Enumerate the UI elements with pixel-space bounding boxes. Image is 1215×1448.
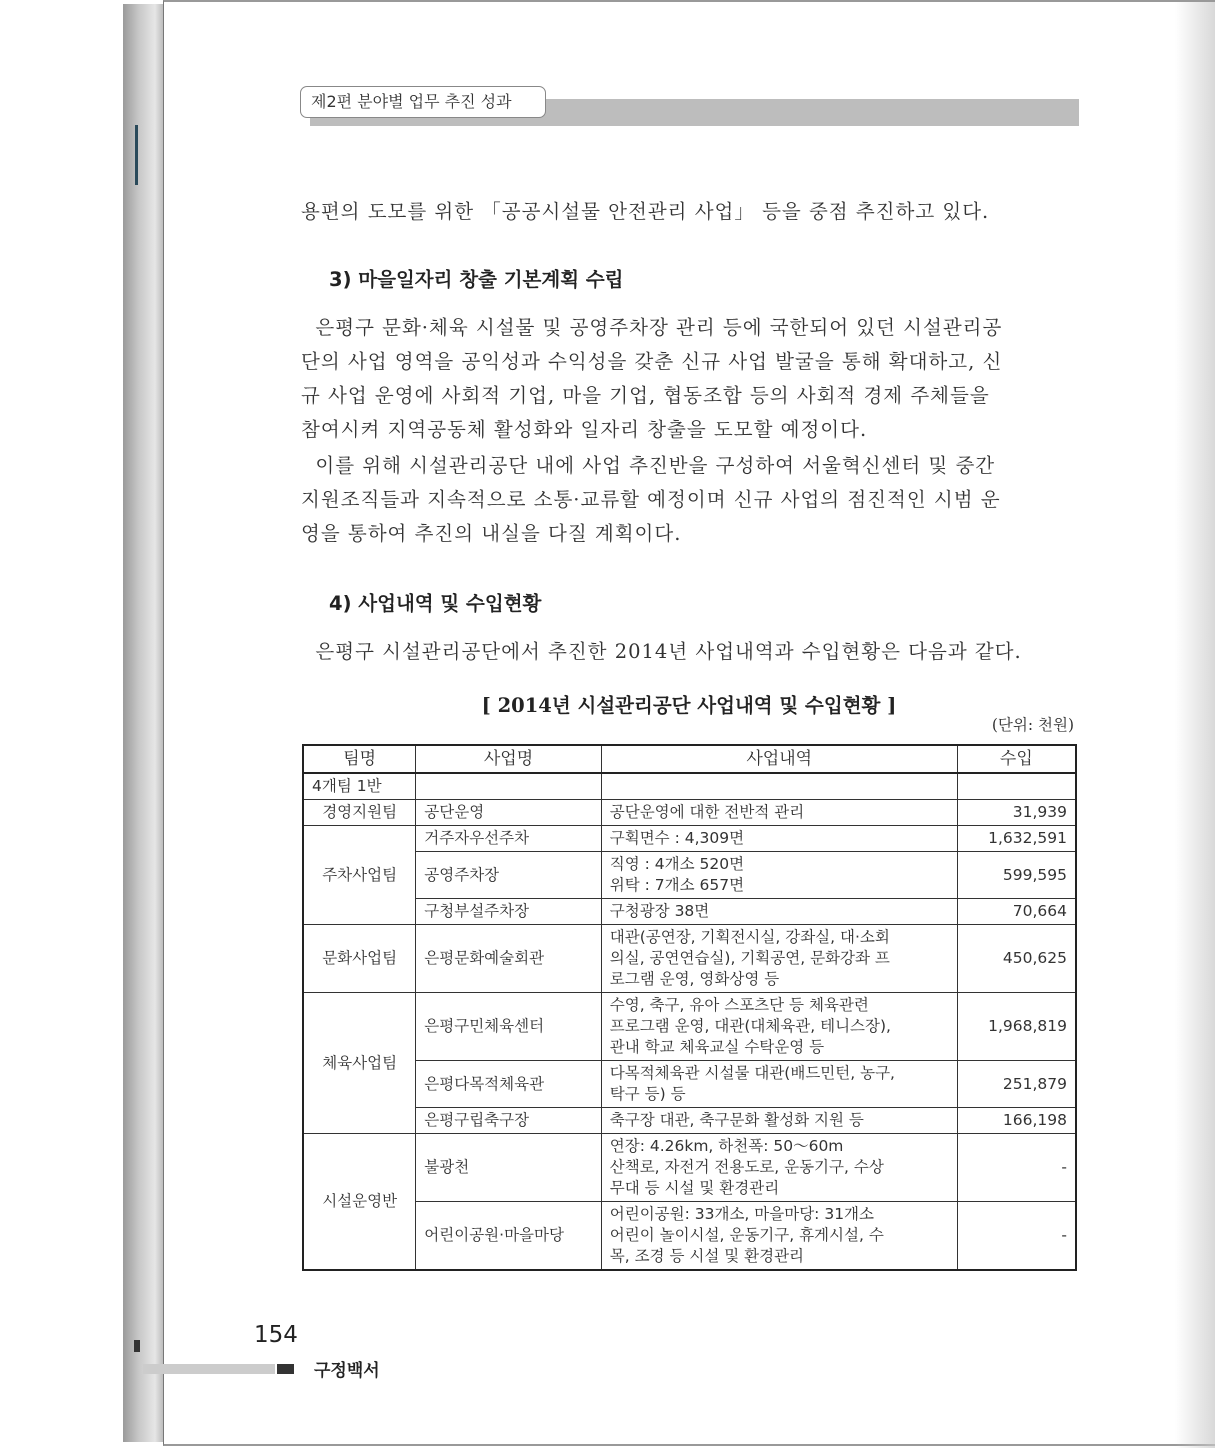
- income-cell: 450,625: [957, 925, 1076, 993]
- details-cell: 구청광장 38면: [601, 899, 957, 925]
- business-cell: 은평다목적체육관: [416, 1061, 601, 1108]
- table-row: [303, 1061, 1076, 1108]
- details-cell: [601, 1061, 957, 1108]
- details-line: 어린이공원: 33개소, 마을마당: 31개소: [609, 1205, 874, 1223]
- business-cell: 공영주차장: [416, 852, 601, 899]
- table-header-row: [303, 745, 1076, 773]
- income-cell: 166,198: [957, 1108, 1076, 1134]
- details-line: 연장: 4.26km, 하천폭: 50～60m: [609, 1137, 844, 1155]
- details-cell: [601, 925, 957, 993]
- table-row: [303, 1202, 1076, 1271]
- paragraph-line: 규 사업 운영에 사회적 기업, 마을 기업, 협동조합 등의 사회적 경제 주체들을: [301, 384, 990, 407]
- details-line: 어린이 놀이시설, 운동기구, 휴게시설, 수: [609, 1226, 884, 1244]
- details-cell: [601, 993, 957, 1061]
- business-cell: 은평구민체육센터: [416, 993, 601, 1061]
- business-cell: 어린이공원·마을마당: [416, 1202, 601, 1271]
- income-cell: -: [957, 1202, 1076, 1271]
- table-row: [303, 773, 1076, 800]
- team-cell: 4개팀 1반: [303, 773, 416, 800]
- details-cell: 축구장 대관, 축구문화 활성화 지원 등: [601, 1108, 957, 1134]
- chapter-tab: 제2편 분야별 업무 추진 성과: [300, 86, 546, 118]
- header-income: 수입: [957, 745, 1076, 773]
- details-line: 다목적체육관 시설물 대관(배드민턴, 농구,: [609, 1064, 895, 1082]
- details-cell: [601, 1202, 957, 1271]
- income-cell: 599,595: [957, 852, 1076, 899]
- details-line: 대관(공연장, 기획전시실, 강좌실, 대·소회: [609, 928, 890, 946]
- business-cell: 은평구립축구장: [416, 1108, 601, 1134]
- table-row: [303, 993, 1076, 1061]
- page-number: 154: [254, 1322, 298, 1348]
- details-line: 탁구 등) 등: [609, 1085, 686, 1103]
- paragraph-line: 은평구 시설관리공단에서 추진한 2014년 사업내역과 수입현황은 다음과 같다.: [301, 640, 1022, 663]
- paragraph-line: 은평구 문화·체육 시설물 및 공영주차장 관리 등에 국한되어 있던 시설관리공: [301, 316, 1003, 339]
- details-line: 프로그램 운영, 대관(대체육관, 테니스장),: [609, 1017, 891, 1035]
- income-cell: 31,939: [957, 800, 1076, 826]
- table-row: [303, 1108, 1076, 1134]
- footer-bar: [143, 1364, 275, 1374]
- table-row: [303, 826, 1076, 852]
- table-title: [ 2014년 시설관리공단 사업내역 및 수입현황 ]: [481, 694, 897, 717]
- details-cell: 공단운영에 대한 전반적 관리: [601, 800, 957, 826]
- table-row: [303, 1134, 1076, 1202]
- paragraph-line: 지원조직들과 지속적으로 소통·교류할 예정이며 신규 사업의 점진적인 시범 운: [301, 488, 1001, 511]
- details-line: 산책로, 자전거 전용도로, 운동기구, 수상: [609, 1158, 884, 1176]
- income-cell: 1,632,591: [957, 826, 1076, 852]
- book-title: 구정백서: [314, 1361, 380, 1381]
- details-line: 목, 조경 등 시설 및 환경관리: [609, 1247, 805, 1265]
- table-unit: (단위: 천원): [991, 716, 1074, 734]
- paragraph-line: 용편의 도모를 위한 「공공시설물 안전관리 사업」 등을 중점 추진하고 있다.: [301, 200, 990, 223]
- team-cell: 주차사업팀: [303, 826, 416, 925]
- team-cell: 시설운영반: [303, 1134, 416, 1271]
- book-spine-edge: [123, 4, 163, 1442]
- business-cell: 구청부설주차장: [416, 899, 601, 925]
- details-cell: [601, 1134, 957, 1202]
- table-row: [303, 925, 1076, 993]
- details-cell: 구획면수 : 4,309면: [601, 826, 957, 852]
- table-row: [303, 852, 1076, 899]
- details-line: 직영 : 4개소 520면: [609, 855, 745, 873]
- paragraph-line: 이를 위해 시설관리공단 내에 사업 추진반을 구성하여 서울혁신센터 및 중간: [301, 454, 996, 477]
- paragraph-line: 영을 통하여 추진의 내실을 다질 계획이다.: [301, 522, 682, 545]
- table-row: [303, 899, 1076, 925]
- footer-box: [277, 1364, 294, 1374]
- business-cell: 공단운영: [416, 800, 601, 826]
- paragraph-line: 참여시켜 지역공동체 활성화와 일자리 창출을 도모할 예정이다.: [301, 418, 868, 441]
- business-income-table: [302, 744, 1077, 1271]
- details-line: 관내 학교 체육교실 수탁운영 등: [609, 1038, 825, 1056]
- income-cell: 1,968,819: [957, 993, 1076, 1061]
- team-cell: 체육사업팀: [303, 993, 416, 1134]
- section-heading-3: 3) 마을일자리 창출 기본계획 수립: [329, 268, 624, 291]
- table-row: [303, 800, 1076, 826]
- details-line: 수영, 축구, 유아 스포츠단 등 체육관련: [609, 996, 869, 1014]
- business-cell: 은평문화예술회관: [416, 925, 601, 993]
- paragraph-line: 단의 사업 영역을 공익성과 수익성을 갖춘 신규 사업 발굴을 통해 확대하고, 신: [301, 350, 1003, 373]
- team-cell: 문화사업팀: [303, 925, 416, 993]
- page-curl-shadow: [1175, 2, 1215, 1448]
- income-cell: -: [957, 1134, 1076, 1202]
- details-line: 위탁 : 7개소 657면: [609, 876, 745, 894]
- team-cell: 경영지원팀: [303, 800, 416, 826]
- income-cell: 70,664: [957, 899, 1076, 925]
- details-cell: [601, 852, 957, 899]
- business-cell: 거주자우선주차: [416, 826, 601, 852]
- details-line: 무대 등 시설 및 환경관리: [609, 1179, 780, 1197]
- spine-accent-line: [135, 125, 138, 185]
- income-cell: 251,879: [957, 1061, 1076, 1108]
- header-details: 사업내역: [601, 745, 957, 773]
- business-cell: 불광천: [416, 1134, 601, 1202]
- header-business: 사업명: [416, 745, 601, 773]
- section-heading-4: 4) 사업내역 및 수입현황: [329, 592, 542, 615]
- details-line: 로그램 운영, 영화상영 등: [609, 970, 780, 988]
- spine-mark: [134, 1340, 140, 1352]
- details-line: 의실, 공연연습실), 기획공연, 문화강좌 프: [609, 949, 890, 967]
- header-team: 팀명: [303, 745, 416, 773]
